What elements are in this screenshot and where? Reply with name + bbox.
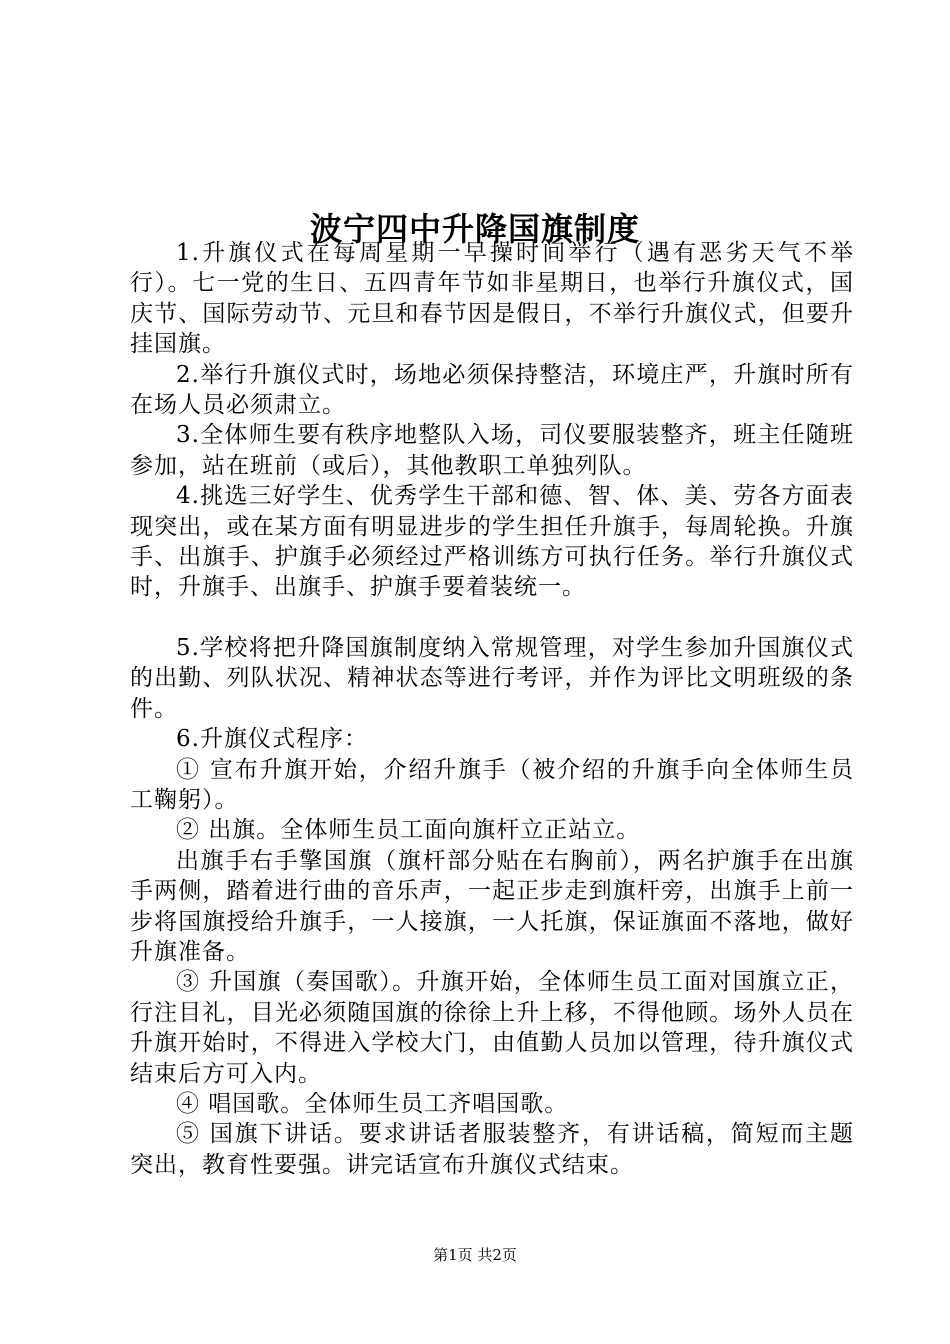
procedure-step-5: ⑤ 国旗下讲话。要求讲话者服装整齐，有讲话稿，简短而主题突出，教育性要强。讲完话宣布升旗仪式结束。 <box>130 1121 854 1178</box>
document-title: 波宁四中升降国旗制度 <box>309 210 640 249</box>
paragraph-6: 6.升旗仪式程序： <box>176 726 368 753</box>
paragraph-5: 5.学校将把升降国旗制度纳入常规管理，对学生参加升国旗仪式的出勤、列队状况、精神状态等进行考评，并作为评比文明班级的条件。 <box>130 634 854 722</box>
page-footer: 第1页 共2页 <box>433 1246 517 1264</box>
paragraph-4: 4.挑选三好学生、优秀学生干部和德、智、体、美、劳各方面表现突出，或在某方面有明显进步的学生担任升旗手，每周轮换。升旗手、出旗手、护旗手必须经过严格训练方可执行任务。举行升旗仪式时，升旗手、出旗手、护旗手要着装统一。 <box>130 483 854 601</box>
procedure-step-4: ④ 唱国歌。全体师生员工齐唱国歌。 <box>176 1090 569 1117</box>
paragraph-3: 3.全体师生要有秩序地整队入场，司仪要服装整齐，班主任随班参加，站在班前（或后），其他教职工单独列队。 <box>130 422 854 479</box>
procedure-step-2: ② 出旗。全体师生员工面向旗杆立正站立。 <box>176 817 641 844</box>
paragraph-1: 1.升旗仪式在每周星期一早操时间举行（遇有恶劣天气不举行）。七一党的生日、五四青年节如非星期日，也举行升旗仪式，国庆节、国际劳动节、元旦和春节因是假日，不举行升旗仪式，但要升挂国旗。 <box>130 240 854 358</box>
procedure-step-3: ③ 升国旗（奏国歌）。升旗开始，全体师生员工面对国旗立正，行注目礼，目光必须随国旗的徐徐上升上移，不得他顾。场外人员在升旗开始时，不得进入学校大门，由值勤人员加以管理，待升旗仪式结束后方可入内。 <box>130 969 854 1087</box>
procedure-step-1: ① 宣布升旗开始，介绍升旗手（被介绍的升旗手向全体师生员工鞠躬）。 <box>130 756 854 813</box>
procedure-step-2-detail: 出旗手右手擎国旗（旗杆部分贴在右胸前），两名护旗手在出旗手两侧，踏着进行曲的音乐声，一起正步走到旗杆旁，出旗手上前一步将国旗授给升旗手，一人接旗，一人托旗，保证旗面不落地，做好升旗准备。 <box>130 847 854 965</box>
document-body <box>130 238 854 1180</box>
paragraph-2: 2.举行升旗仪式时，场地必须保持整洁，环境庄严，升旗时所有在场人员必须肃立。 <box>130 361 854 419</box>
